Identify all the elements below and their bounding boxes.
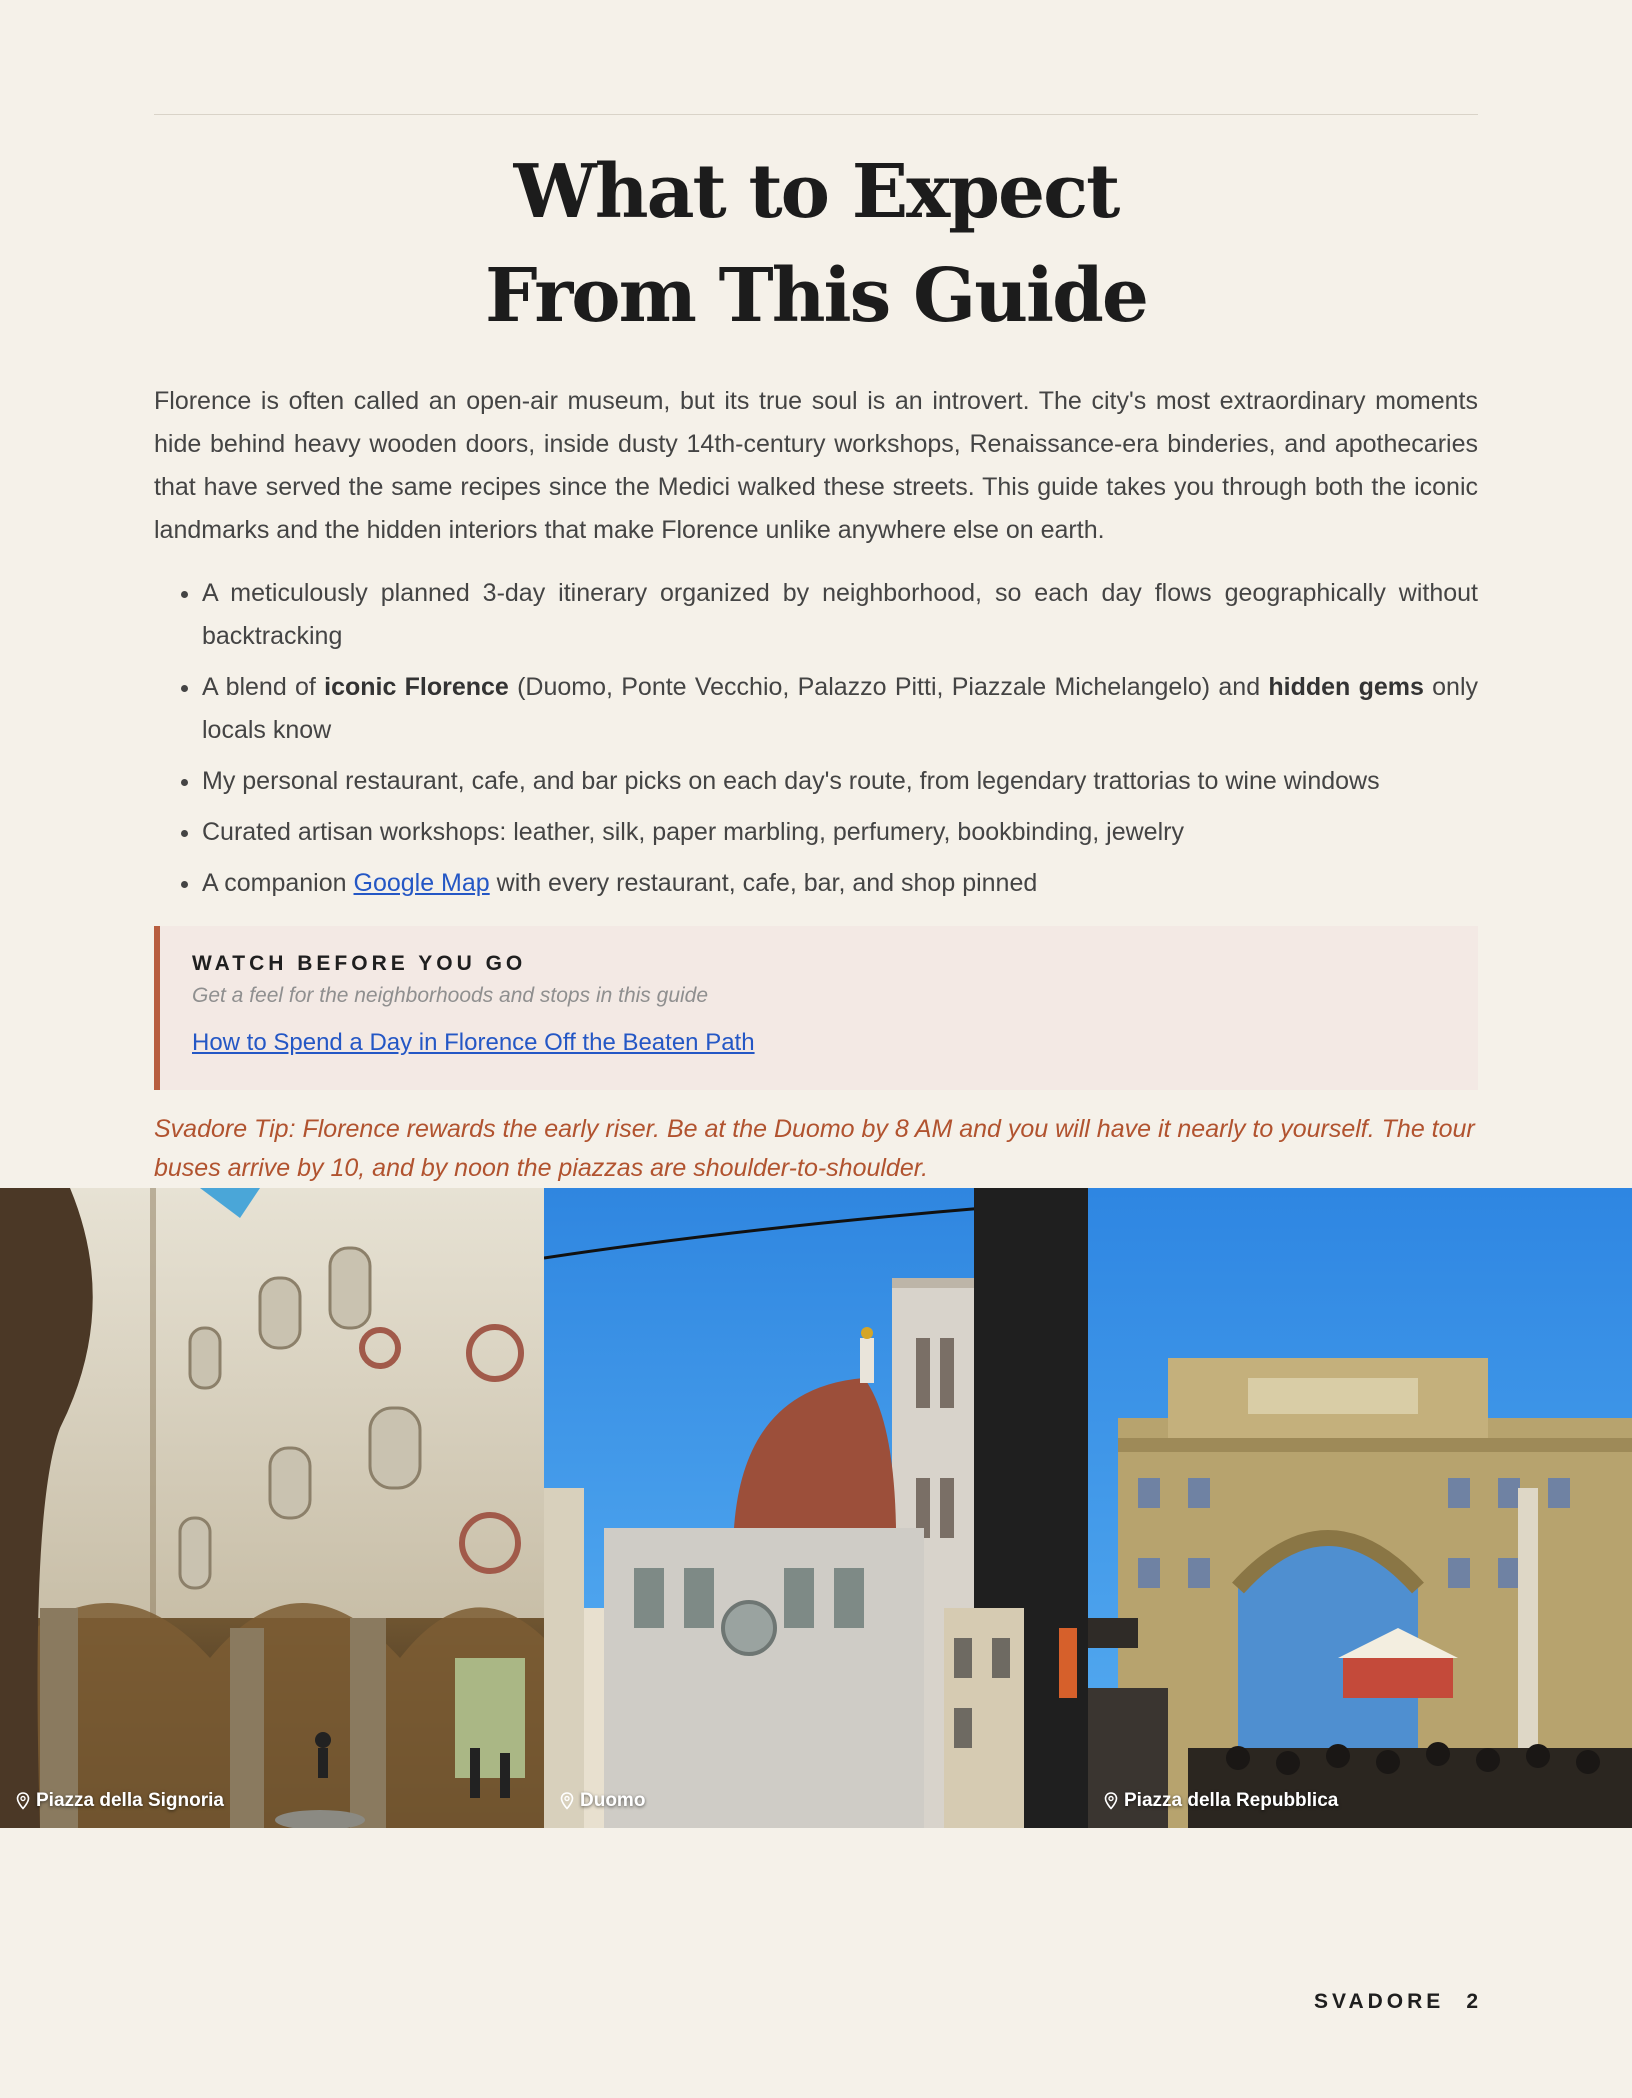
- photo-piazza-della-repubblica: [1088, 1188, 1632, 1828]
- list-item-emphasis: iconic Florence: [324, 673, 509, 701]
- svadore-tip: Svadore Tip: Florence rewards the early riser. Be at the Duomo by 8 AM and you will have it nearly to yourself. The tour buses arrive by 10, and by noon the piazzas are shoulder-to-shoulder.: [154, 1115, 1475, 1182]
- list-item: • A meticulously planned 3-day itinerary organized by neighborhood, so each day flows geographically without backtracking: [202, 572, 1478, 658]
- list-item-text: only locals know: [202, 673, 1479, 744]
- duomo-photo-image: [544, 1188, 1088, 1828]
- map-pin-icon: [1104, 1792, 1118, 1810]
- page-number: 2: [1466, 1990, 1478, 2013]
- photo-duomo: [544, 1188, 1088, 1828]
- list-item: • Curated artisan workshops: leather, silk, paper marbling, perfumery, bookbinding, jewelry: [202, 811, 1478, 854]
- courtyard-photo-image: [0, 1188, 544, 1828]
- page-title-line-1: What to Expect: [513, 149, 1119, 235]
- top-divider: [154, 114, 1478, 115]
- list-item: • My personal restaurant, cafe, and bar picks on each day's route, from legendary trattorias to wine windows: [202, 760, 1478, 803]
- video-link[interactable]: How to Spend a Day in Florence Off the Beaten Path: [192, 1029, 755, 1056]
- photo-caption: [560, 1790, 645, 1812]
- footer-brand: SVADORE: [1314, 1990, 1445, 2013]
- intro-paragraph: Florence is often called an open-air museum, but its true soul is an introvert. The city's most extraordinary moments hide behind heavy wooden doors, inside dusty 14th-century workshops, Renaissance-era binderies, and apothecaries that have served the same recipes since the Medici walked these streets. This guide takes you through both the iconic landmarks and the hidden interiors that make Florence unlike anywhere else on earth.: [154, 387, 1478, 544]
- repubblica-photo-image: [1088, 1188, 1632, 1828]
- photo-piazza-della-signoria: [0, 1188, 544, 1828]
- map-pin-icon: [560, 1792, 574, 1810]
- list-item-text: with every restaurant, cafe, bar, and shop pinned: [489, 869, 1038, 897]
- list-item-text: (Duomo, Ponte Vecchio, Palazzo Pitti, Piazzale Michelangelo) and: [508, 673, 1269, 701]
- photo-caption-text: Piazza della Signoria: [36, 1790, 224, 1811]
- photo-caption-text: Piazza della Repubblica: [1124, 1790, 1339, 1811]
- map-pin-icon: [16, 1792, 30, 1810]
- photo-strip: [0, 1188, 1632, 1828]
- photo-caption: [16, 1790, 224, 1812]
- list-item: [202, 862, 1478, 905]
- photo-caption: [1104, 1790, 1338, 1812]
- feature-list: [154, 572, 1478, 913]
- google-map-link[interactable]: Google Map: [353, 869, 490, 897]
- list-item-emphasis: hidden gems: [1268, 673, 1424, 701]
- photo-caption-text: Duomo: [580, 1790, 646, 1811]
- callout-subtitle: Get a feel for the neighborhoods and stops in this guide: [192, 984, 709, 1007]
- callout-heading: WATCH BEFORE YOU GO: [192, 952, 527, 975]
- page-footer: [1314, 1990, 1478, 2014]
- list-item-text: A blend of: [202, 673, 325, 701]
- page-title: [154, 140, 1478, 348]
- watch-before-you-go-callout: [154, 926, 1478, 1090]
- list-item-text: A companion: [202, 869, 354, 897]
- page-title-line-2: From This Guide: [485, 253, 1147, 339]
- list-item: [202, 666, 1478, 752]
